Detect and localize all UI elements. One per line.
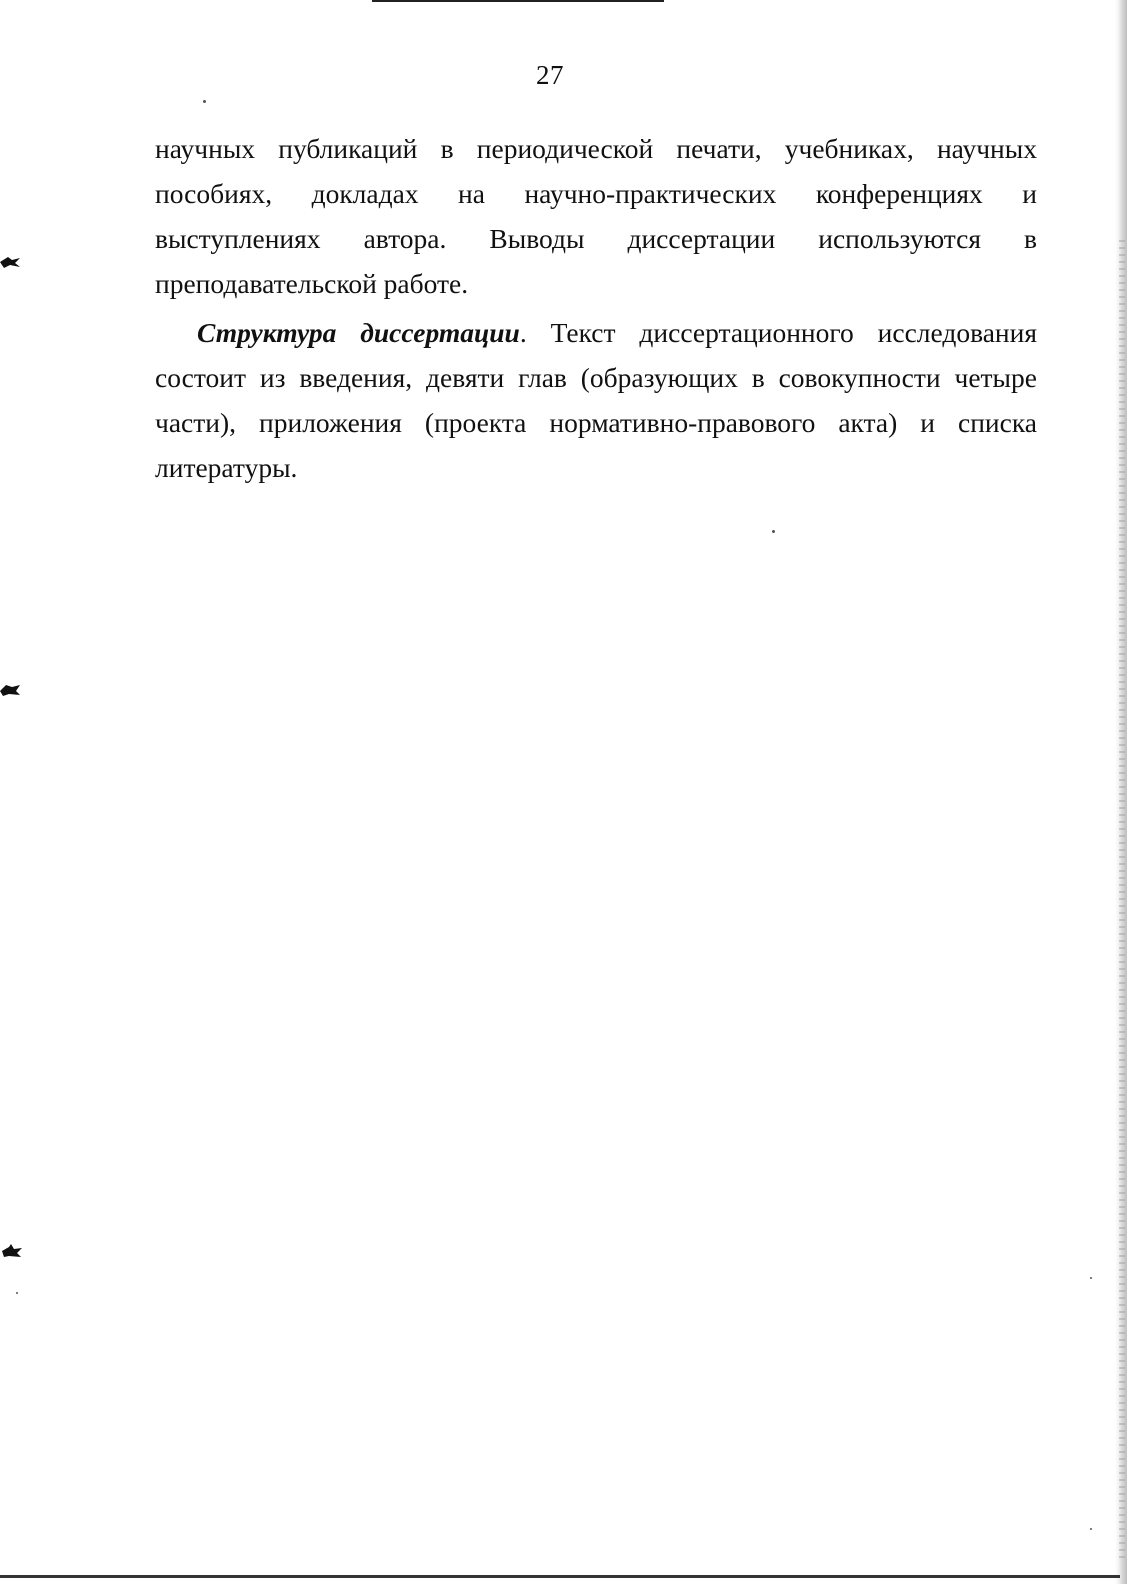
scan-speck [1090,1277,1092,1279]
top-rule [372,0,664,2]
page-number: 27 [536,60,564,90]
scan-speck [16,1292,18,1294]
structure-heading-period: . [519,317,527,348]
scan-speck [772,530,775,533]
scan-speck [1090,1528,1092,1530]
binding-hole-mark-1 [0,255,22,269]
binding-hole-mark-3 [0,1244,22,1258]
paragraph-structure [155,310,1037,490]
structure-text: Текст диссертационного исследования состоит из введения, девяти глав (образующих в совокупности четыре части), приложения (проекта нормативно-правового акта) и списка литературы. [155,317,1037,483]
scan-speck [203,100,206,103]
paragraph-publications: научных публикаций в периодической печати, учебниках, научных пособиях, докладах на научно-практических конференциях и выступлениях автора. Выводы диссертации используются в преподавательской работе. [155,133,1037,299]
structure-heading: Структура диссертации [197,317,520,348]
body-text [155,126,1037,490]
scan-edge-noise [1119,240,1125,1560]
binding-hole-mark-2 [0,683,22,697]
bottom-rule [0,1575,1120,1578]
